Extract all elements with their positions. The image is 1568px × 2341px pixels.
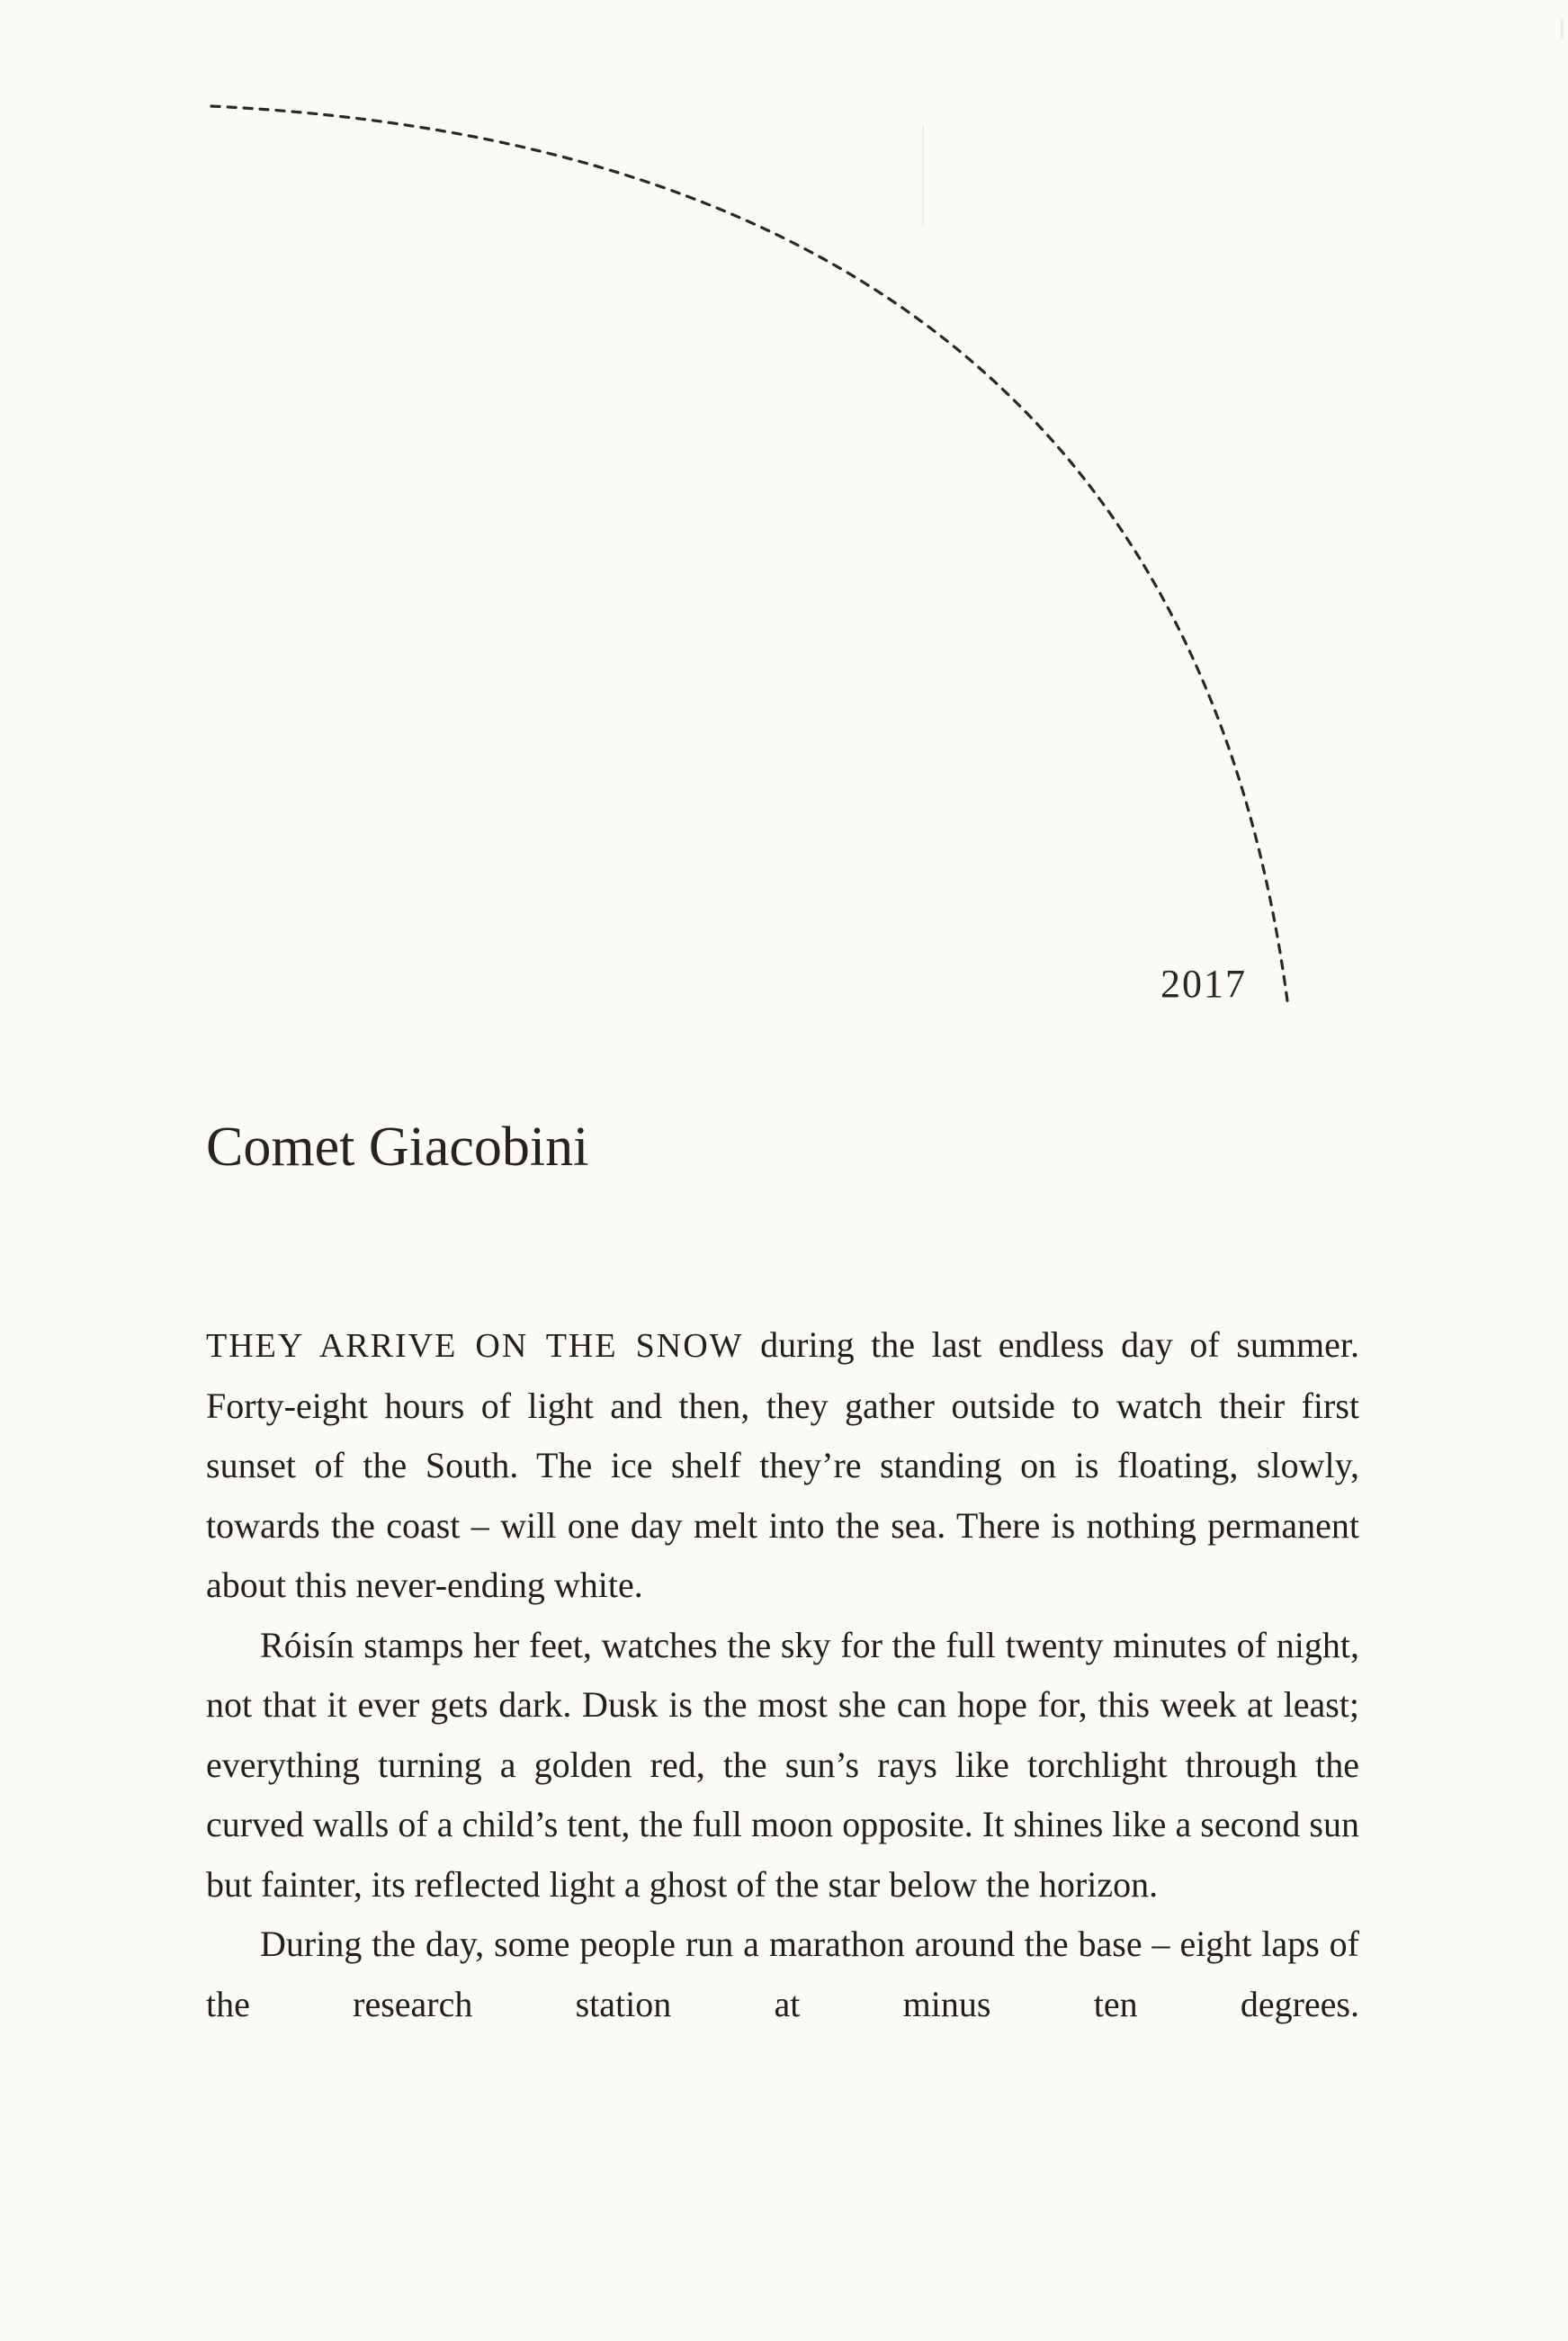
scan-artifact-top	[922, 126, 924, 225]
dotted-arc-decoration	[0, 0, 1568, 1062]
paragraph-1	[206, 1315, 1359, 1616]
paragraph-2: Róisín stamps her feet, watches the sky for the full twenty minutes of night, not that it ever gets dark. Dusk is the most she can hope for, this week at least; everything turning a golden red, the sun’s rays like torchlight through the curved walls of a child’s tent, the full moon opposite. It shines like a second sun but fainter, its reflected light a ghost of the star below the horizon.	[206, 1624, 1359, 1905]
scan-artifact-edge	[1561, 18, 1564, 40]
paragraph-1-text: during the last endless day of summer. Forty-eight hours of light and then, they gather outside to watch their first sunset of the South. The ice shelf they’re standing on is floating, slowly, towards the coast – will one day melt into the sea. There is nothing permanent about this never-ending white.	[206, 1324, 1359, 1605]
comet-trajectory-arc	[211, 106, 1288, 1008]
paragraph-1-lead-in: THEY ARRIVE ON THE SNOW	[206, 1327, 744, 1365]
chapter-year: 2017	[1160, 962, 1247, 1006]
chapter-body	[206, 1315, 1359, 2034]
chapter-title: Comet Giacobini	[206, 1117, 589, 1178]
paragraph-3: During the day, some people run a marathon around the base – eight laps of the research station at minus ten degrees.	[206, 1924, 1359, 2024]
